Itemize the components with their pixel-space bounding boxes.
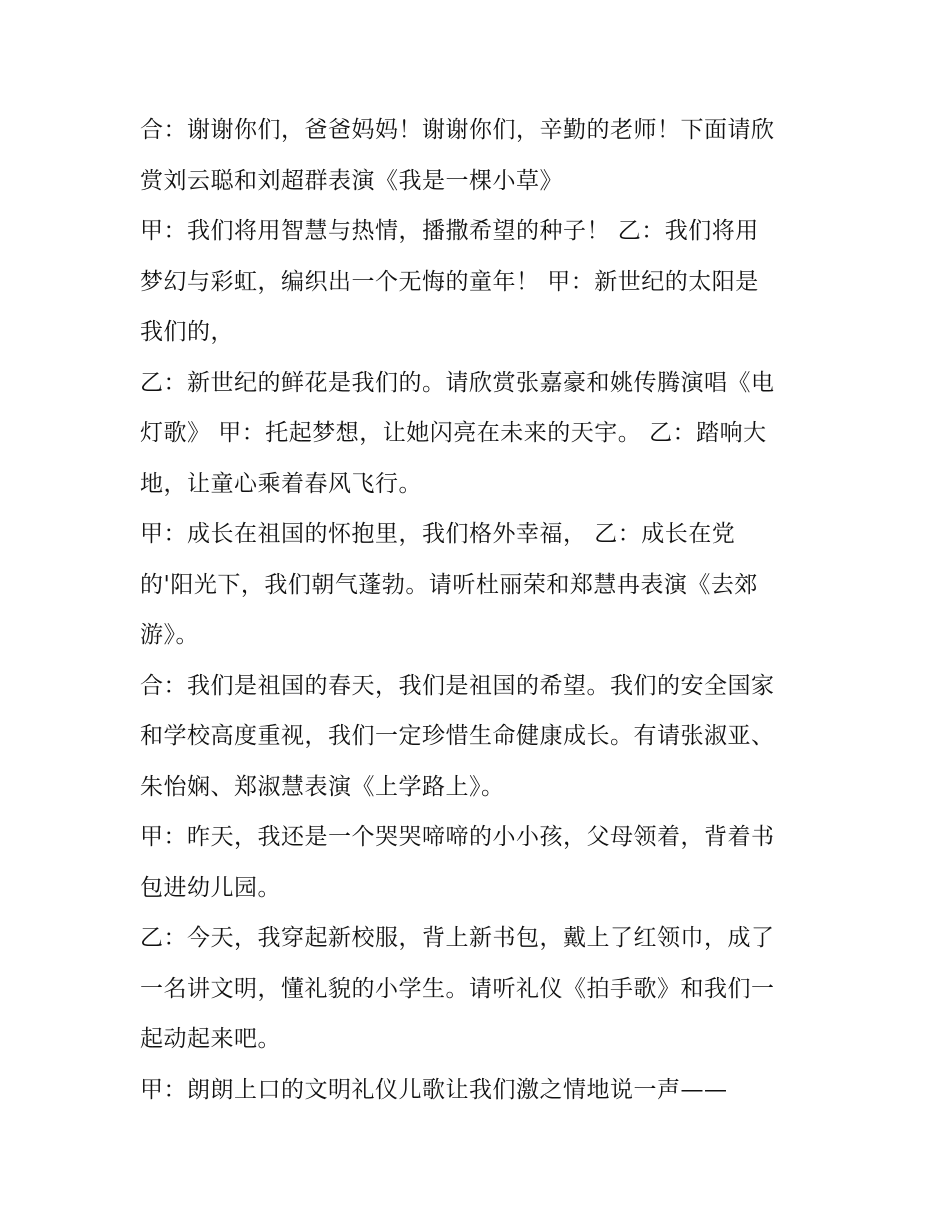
paragraph-2 [140, 206, 820, 358]
text-line: 灯歌》 甲：托起梦想，让她闪亮在未来的天宇。 乙：踏响大 [140, 420, 767, 446]
document-body [140, 105, 820, 1115]
text-line: 一名讲文明，懂礼貌的小学生。请听礼仪《拍手歌》和我们一 [140, 975, 775, 1002]
text-line: 甲：朗朗上口的文明礼仪儿歌让我们激之情地说一声—— [140, 1076, 728, 1103]
paragraph-1 [140, 105, 820, 206]
paragraph-6 [140, 812, 820, 913]
text-line: 朱怡娴、郑淑慧表演《上学路上》。 [140, 773, 505, 800]
text-line: 地，让童心乘着春风飞行。 [140, 470, 422, 497]
text-line: 乙：新世纪的鲜花是我们的。请欣赏张嘉豪和姚传腾演唱《电 [140, 369, 775, 396]
text-line: 起动起来吧。 [140, 1026, 281, 1052]
text-line: 游》。 [140, 622, 199, 648]
text-line: 和学校高度重视，我们一定珍惜生命健康成长。有请张淑亚、 [140, 723, 775, 749]
paragraph-4 [140, 509, 820, 661]
text-line: 乙：今天，我穿起新校服，背上新书包，戴上了红领巾，成了 [140, 925, 775, 951]
text-line: 我们的， [140, 319, 234, 345]
text-line: 合：谢谢你们，爸爸妈妈！谢谢你们，辛勤的老师！下面请欣 [140, 117, 775, 143]
text-line: 甲：我们将用智慧与热情，播撒希望的种子！ 乙：我们将用 [140, 218, 759, 244]
text-line: 甲：昨天，我还是一个哭哭啼啼的小小孩，父母领着，背着书 [140, 824, 775, 850]
text-line: 包进幼儿园。 [140, 874, 281, 901]
paragraph-3 [140, 358, 820, 510]
text-line: 合：我们是祖国的春天，我们是祖国的希望。我们的安全国家 [140, 672, 775, 699]
text-line: 赏刘云聪和刘超群表演《我是一棵小草》 [140, 167, 563, 194]
text-line: 的'阳光下，我们朝气蓬勃。请听杜丽荣和郑慧冉表演《去郊 [140, 571, 758, 598]
text-line: 梦幻与彩虹，编织出一个无悔的童年！ 甲：新世纪的太阳是 [140, 268, 759, 295]
paragraph-8 [140, 1065, 820, 1116]
text-line: 甲：成长在祖国的怀抱里，我们格外幸福， 乙：成长在党 [140, 521, 736, 547]
paragraph-5 [140, 661, 820, 813]
paragraph-7 [140, 913, 820, 1065]
